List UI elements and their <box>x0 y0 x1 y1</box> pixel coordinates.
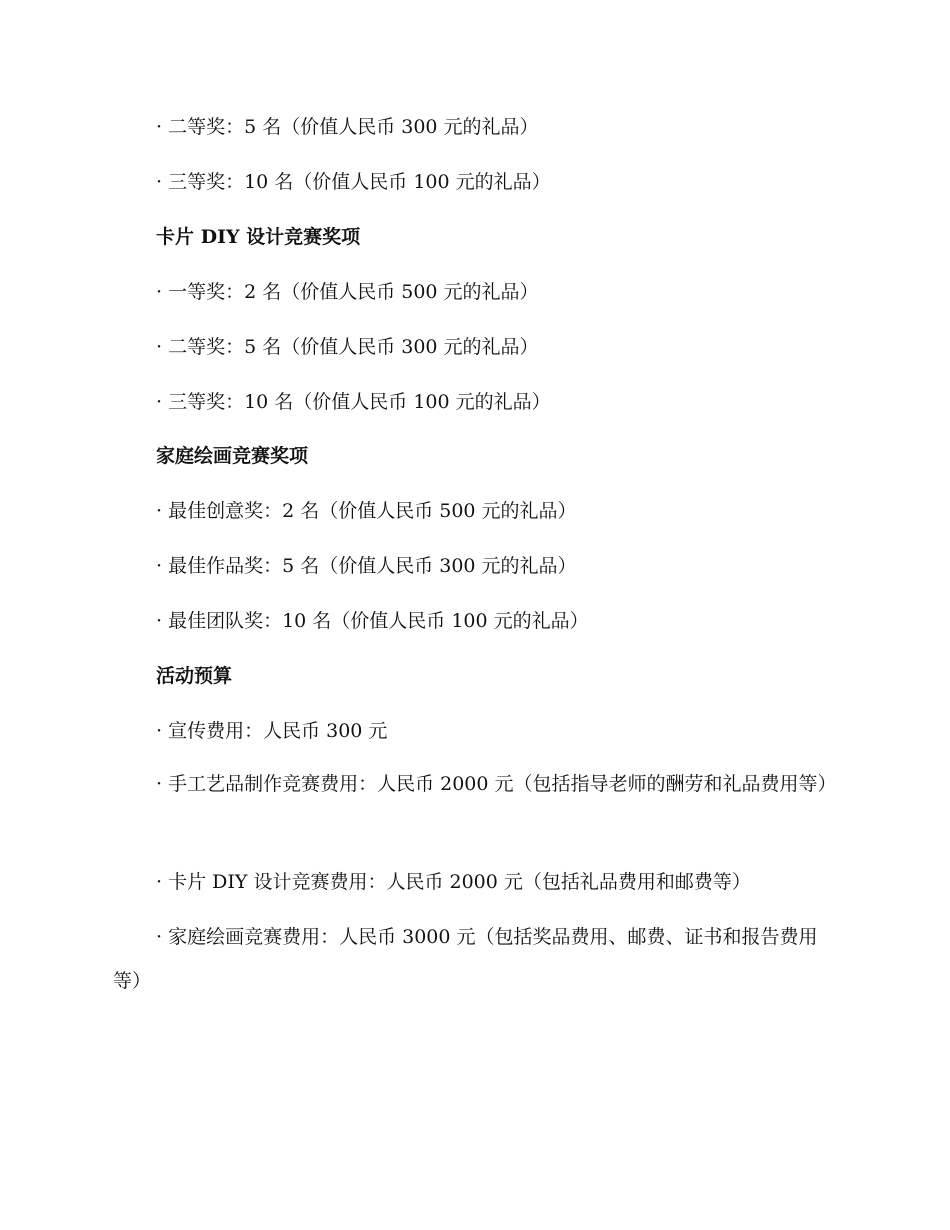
section-heading-family-painting: 家庭绘画竞赛奖项 <box>156 445 309 467</box>
prize-item-third: · 三等奖：10 名（价值人民币 100 元的礼品） <box>156 391 551 413</box>
prize-item-best-team: · 最佳团队奖：10 名（价值人民币 100 元的礼品） <box>156 610 589 632</box>
prize-item-best-creativity: · 最佳创意奖：2 名（价值人民币 500 元的礼品） <box>156 500 577 522</box>
section-heading-card-diy: 卡片 DIY 设计竞赛奖项 <box>156 226 361 248</box>
section-heading-budget: 活动预算 <box>156 665 233 687</box>
budget-item-card-diy: · 卡片 DIY 设计竞赛费用：人民币 2000 元（包括礼品费用和邮费等） <box>156 871 751 893</box>
budget-item-publicity: · 宣传费用：人民币 300 元 <box>156 720 388 742</box>
prize-item-best-work: · 最佳作品奖：5 名（价值人民币 300 元的礼品） <box>156 555 577 577</box>
prize-item-second: · 二等奖：5 名（价值人民币 300 元的礼品） <box>156 116 539 138</box>
prize-item-second: · 二等奖：5 名（价值人民币 300 元的礼品） <box>156 336 539 358</box>
prize-item-third: · 三等奖：10 名（价值人民币 100 元的礼品） <box>156 171 551 193</box>
prize-item-first: · 一等奖：2 名（价值人民币 500 元的礼品） <box>156 281 539 303</box>
budget-item-handicraft: · 手工艺品制作竞赛费用：人民币 2000 元（包括指导老师的酬劳和礼品费用等） <box>156 773 837 795</box>
budget-item-family-painting: · 家庭绘画竞赛费用：人民币 3000 元（包括奖品费用、邮费、证书和报告费用等） <box>113 926 818 992</box>
